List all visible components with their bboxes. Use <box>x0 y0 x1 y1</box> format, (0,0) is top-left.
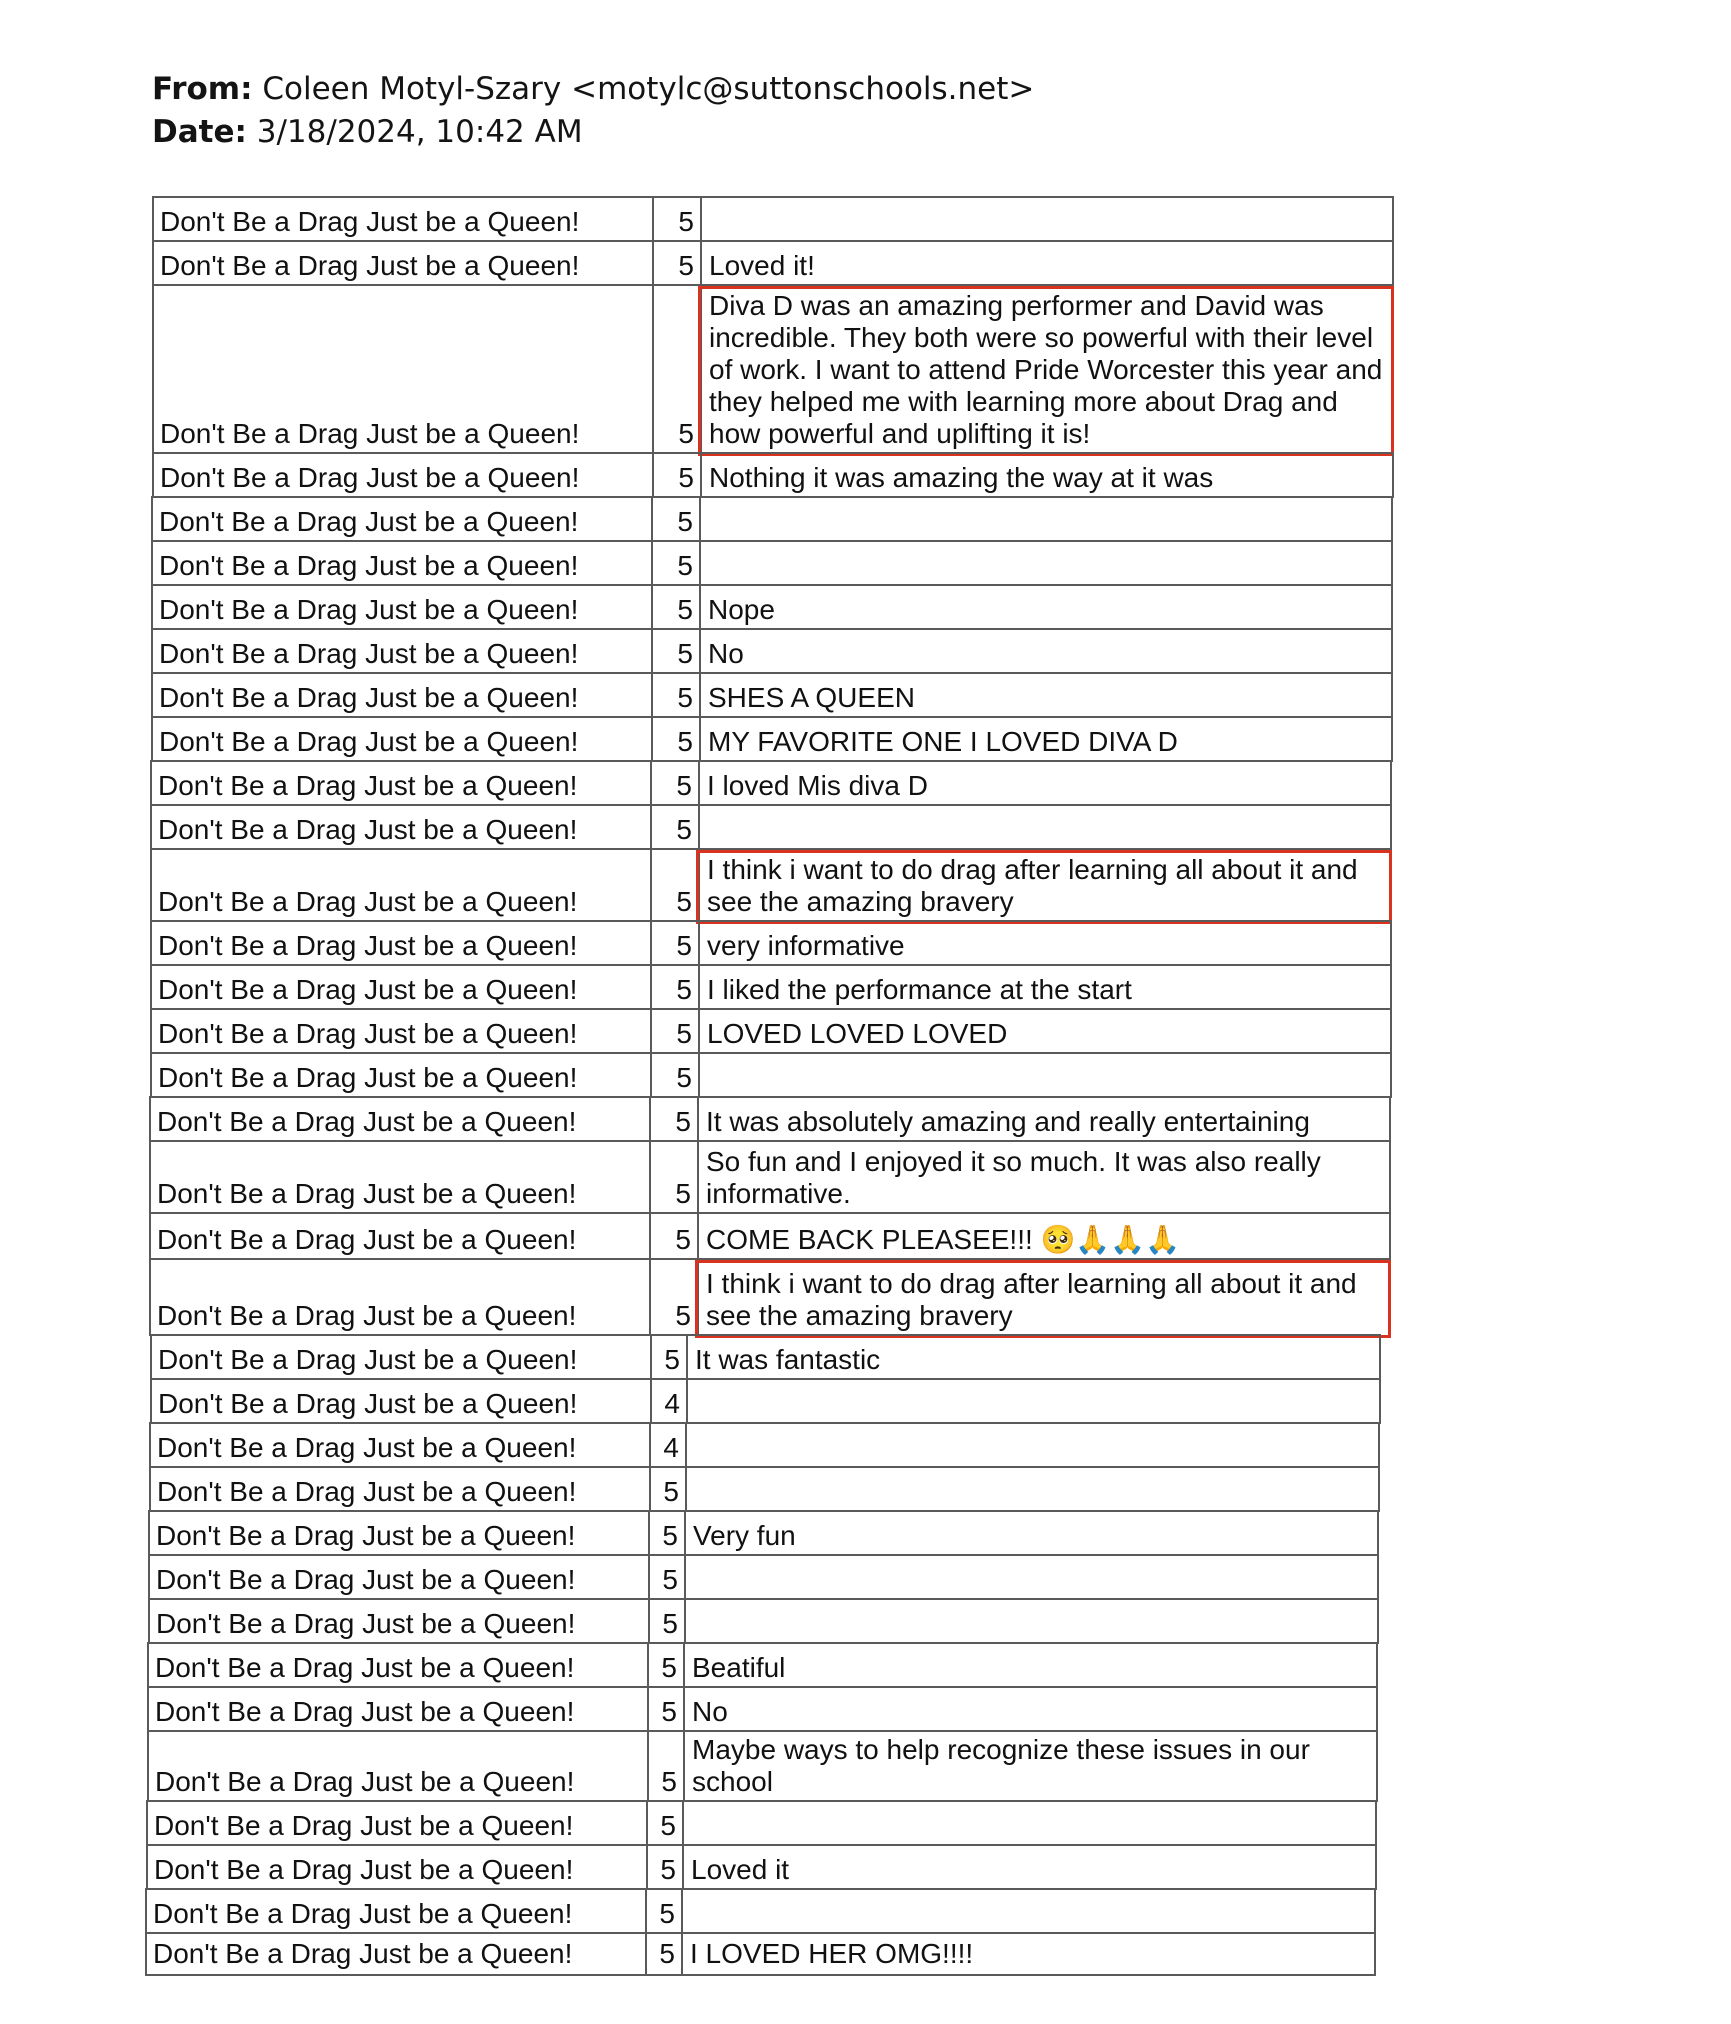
event-title-cell: Don't Be a Drag Just be a Queen! <box>158 1388 578 1419</box>
comment-cell <box>700 922 1390 966</box>
table-row <box>147 1686 1378 1732</box>
rating-cell: 5 <box>652 286 702 454</box>
table-row <box>151 672 1393 718</box>
comment-text: MY FAVORITE ONE I LOVED DIVA D <box>708 726 1178 757</box>
rating-cell: 5 <box>650 850 700 922</box>
comment-cell <box>701 674 1391 718</box>
rating-cell: 5 <box>651 630 701 674</box>
comment-text: No <box>692 1696 728 1727</box>
table-row <box>148 1598 1379 1644</box>
event-title-cell: Don't Be a Drag Just be a Queen! <box>157 1178 577 1209</box>
table-row <box>152 196 1394 242</box>
event-title-cell: Don't Be a Drag Just be a Queen! <box>156 1520 576 1551</box>
comment-cell <box>700 1010 1390 1054</box>
comment-cell <box>700 806 1390 850</box>
rating-cell: 5 <box>647 1688 685 1732</box>
date-value: 3/18/2024, 10:42 AM <box>256 114 583 150</box>
table-row <box>147 1642 1378 1688</box>
event-title-cell: Don't Be a Drag Just be a Queen! <box>158 1344 578 1375</box>
comment-cell <box>688 1336 1379 1380</box>
comment-cell <box>700 762 1390 806</box>
comment-cell <box>686 1512 1377 1556</box>
table-row <box>145 1888 1376 1934</box>
comment-cell <box>701 498 1391 542</box>
table-row <box>146 1800 1377 1846</box>
rating-cell: 5 <box>649 1260 699 1336</box>
event-title-cell: Don't Be a Drag Just be a Queen! <box>159 682 579 713</box>
comment-text: SHES A QUEEN <box>708 682 915 713</box>
comment-text: I LOVED HER OMG!!!! <box>690 1938 974 1969</box>
comment-cell <box>685 1732 1376 1802</box>
comment-text: LOVED LOVED LOVED <box>707 1018 1008 1049</box>
comment-text: I think i want to do drag after learning all about it and see the amazing bravery <box>706 1268 1357 1331</box>
event-title-cell: Don't Be a Drag Just be a Queen! <box>160 206 580 237</box>
comment-text: I loved Mis diva D <box>707 770 928 801</box>
table-row <box>147 1730 1378 1802</box>
comment-cell <box>683 1934 1374 1974</box>
comment-text: It was fantastic <box>695 1344 881 1375</box>
comment-cell <box>685 1688 1376 1732</box>
comment-text: Very fun <box>693 1520 796 1551</box>
table-row <box>149 1466 1380 1512</box>
rating-cell: 5 <box>648 1512 686 1556</box>
rating-cell: 5 <box>651 498 701 542</box>
event-title-cell: Don't Be a Drag Just be a Queen! <box>157 1476 577 1507</box>
rating-cell: 5 <box>650 806 700 850</box>
comment-cell <box>701 542 1391 586</box>
table-row <box>150 1052 1392 1098</box>
table-row <box>151 584 1393 630</box>
table-row <box>150 760 1392 806</box>
table-row <box>150 920 1392 966</box>
event-title-cell: Don't Be a Drag Just be a Queen! <box>157 1300 577 1331</box>
comment-cell <box>702 198 1392 242</box>
rating-cell: 5 <box>650 762 700 806</box>
event-title-cell: Don't Be a Drag Just be a Queen! <box>156 1564 576 1595</box>
table-row <box>149 1258 1391 1336</box>
comment-cell <box>687 1468 1378 1512</box>
event-title-cell: Don't Be a Drag Just be a Queen! <box>155 1766 575 1797</box>
comment-text: Diva D was an amazing performer and David was incredible. They both were so powerful with their level of work. I want to attend Pride Worcester this year and they helped me with learning more about Drag and how powerful and uplifting it is! <box>709 290 1383 449</box>
rating-cell: 4 <box>649 1424 687 1468</box>
event-title-cell: Don't Be a Drag Just be a Queen! <box>156 1608 576 1639</box>
rating-cell: 4 <box>650 1380 688 1424</box>
rating-cell: 5 <box>647 1732 685 1802</box>
table-row <box>151 496 1393 542</box>
event-title-cell: Don't Be a Drag Just be a Queen! <box>158 930 578 961</box>
event-title-cell: Don't Be a Drag Just be a Queen! <box>155 1696 575 1727</box>
comment-cell <box>702 242 1392 286</box>
rating-cell: 5 <box>652 242 702 286</box>
from-value: Coleen Motyl-Szary <motylc@suttonschools.net> <box>262 71 1035 107</box>
comment-text: Loved it <box>691 1854 790 1885</box>
table-row <box>150 804 1392 850</box>
table-row <box>151 540 1393 586</box>
table-row <box>149 1140 1391 1214</box>
comment-cell <box>700 966 1390 1010</box>
table-row <box>151 628 1393 674</box>
rating-cell: 5 <box>648 1600 686 1644</box>
event-title-cell: Don't Be a Drag Just be a Queen! <box>158 974 578 1005</box>
comment-text: Beatiful <box>692 1652 786 1683</box>
rating-cell: 5 <box>649 1142 699 1214</box>
rating-cell: 5 <box>650 1010 700 1054</box>
comment-cell <box>686 1600 1377 1644</box>
event-title-cell: Don't Be a Drag Just be a Queen! <box>158 886 578 917</box>
event-title-cell: Don't Be a Drag Just be a Queen! <box>158 770 578 801</box>
table-row <box>149 1096 1391 1142</box>
comment-text: very informative <box>707 930 905 961</box>
comment-cell <box>700 1054 1390 1098</box>
comment-text: I liked the performance at the start <box>707 974 1132 1005</box>
event-title-cell: Don't Be a Drag Just be a Queen! <box>158 814 578 845</box>
rating-cell: 5 <box>650 966 700 1010</box>
table-row <box>148 1554 1379 1600</box>
table-row <box>152 240 1394 286</box>
comment-cell <box>683 1890 1374 1934</box>
rating-cell: 5 <box>646 1846 684 1890</box>
event-title-cell: Don't Be a Drag Just be a Queen! <box>159 550 579 581</box>
rating-cell: 5 <box>646 1802 684 1846</box>
event-title-cell: Don't Be a Drag Just be a Queen! <box>160 462 580 493</box>
date-label: Date: <box>152 114 247 150</box>
comment-text: So fun and I enjoyed it so much. It was also really informative. <box>706 1146 1321 1209</box>
rating-cell: 5 <box>647 1644 685 1688</box>
comment-cell <box>699 1098 1389 1142</box>
table-row <box>151 716 1393 762</box>
comment-cell <box>701 630 1391 674</box>
comment-text: No <box>708 638 744 669</box>
table-row <box>150 848 1392 922</box>
event-title-cell: Don't Be a Drag Just be a Queen! <box>158 1018 578 1049</box>
comment-cell <box>700 850 1390 922</box>
comment-text: It was absolutely amazing and really entertaining <box>706 1106 1310 1137</box>
table-row <box>152 452 1394 498</box>
table-row <box>150 1008 1392 1054</box>
comment-cell <box>699 1214 1389 1260</box>
rating-cell: 5 <box>649 1098 699 1142</box>
comment-text: Maybe ways to help recognize these issues in our school <box>692 1734 1310 1797</box>
comment-text: COME BACK PLEASEE!!! 🥺🙏🙏🙏 <box>706 1224 1181 1255</box>
event-title-cell: Don't Be a Drag Just be a Queen! <box>157 1106 577 1137</box>
event-title-cell: Don't Be a Drag Just be a Queen! <box>155 1652 575 1683</box>
rating-cell: 5 <box>649 1214 699 1260</box>
comment-cell <box>699 1142 1389 1214</box>
rating-cell: 5 <box>650 1336 688 1380</box>
table-row <box>150 964 1392 1010</box>
event-title-cell: Don't Be a Drag Just be a Queen! <box>158 1062 578 1093</box>
event-title-cell: Don't Be a Drag Just be a Queen! <box>160 418 580 449</box>
rating-cell: 5 <box>650 922 700 966</box>
table-row <box>150 1334 1381 1380</box>
table-row <box>145 1932 1376 1976</box>
event-title-cell: Don't Be a Drag Just be a Queen! <box>153 1898 573 1929</box>
rating-cell: 5 <box>648 1556 686 1600</box>
event-title-cell: Don't Be a Drag Just be a Queen! <box>159 638 579 669</box>
from-label: From: <box>152 71 253 107</box>
comment-cell <box>688 1380 1379 1424</box>
event-title-cell: Don't Be a Drag Just be a Queen! <box>160 250 580 281</box>
comment-text: Loved it! <box>709 250 815 281</box>
rating-cell: 5 <box>652 454 702 498</box>
comment-cell <box>701 586 1391 630</box>
table-row <box>149 1212 1391 1260</box>
table-row <box>149 1422 1380 1468</box>
table-row <box>146 1844 1377 1890</box>
comment-cell <box>684 1846 1375 1890</box>
rating-cell: 5 <box>652 198 702 242</box>
rating-cell: 5 <box>645 1890 683 1934</box>
comment-text: I think i want to do drag after learning all about it and see the amazing bravery <box>707 854 1358 917</box>
rating-cell: 5 <box>651 586 701 630</box>
rating-cell: 5 <box>650 1054 700 1098</box>
rating-cell: 5 <box>651 718 701 762</box>
comment-text: Nope <box>708 594 775 625</box>
rating-cell: 5 <box>651 674 701 718</box>
table-row <box>150 1378 1381 1424</box>
comment-cell <box>702 286 1392 454</box>
comment-cell <box>684 1802 1375 1846</box>
comment-text: Nothing it was amazing the way at it was <box>709 462 1214 493</box>
comment-cell <box>686 1556 1377 1600</box>
event-title-cell: Don't Be a Drag Just be a Queen! <box>157 1432 577 1463</box>
event-title-cell: Don't Be a Drag Just be a Queen! <box>159 726 579 757</box>
table-row <box>148 1510 1379 1556</box>
event-title-cell: Don't Be a Drag Just be a Queen! <box>159 594 579 625</box>
event-title-cell: Don't Be a Drag Just be a Queen! <box>153 1938 573 1969</box>
comment-cell <box>685 1644 1376 1688</box>
event-title-cell: Don't Be a Drag Just be a Queen! <box>157 1224 577 1255</box>
rating-cell: 5 <box>649 1468 687 1512</box>
table-row <box>152 284 1394 454</box>
event-title-cell: Don't Be a Drag Just be a Queen! <box>154 1854 574 1885</box>
rating-cell: 5 <box>651 542 701 586</box>
rating-cell: 5 <box>645 1934 683 1974</box>
comment-cell <box>687 1424 1378 1468</box>
comment-cell <box>701 718 1391 762</box>
event-title-cell: Don't Be a Drag Just be a Queen! <box>154 1810 574 1841</box>
comment-cell <box>702 454 1392 498</box>
comment-cell <box>699 1260 1389 1336</box>
event-title-cell: Don't Be a Drag Just be a Queen! <box>159 506 579 537</box>
